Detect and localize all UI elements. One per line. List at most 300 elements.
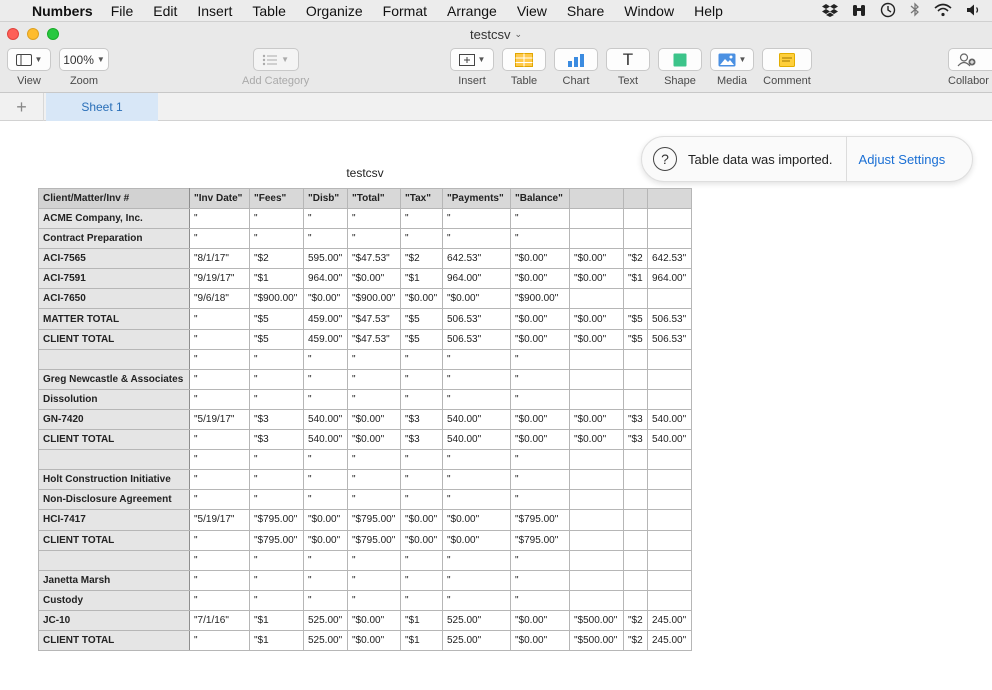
table-cell[interactable]: " [511, 570, 570, 590]
table-cell[interactable]: "$3 [401, 409, 443, 429]
table-cell[interactable] [570, 550, 624, 570]
table-cell[interactable]: " [401, 570, 443, 590]
table-cell[interactable]: "$0.00" [570, 409, 624, 429]
table-cell[interactable] [648, 349, 692, 369]
table-cell[interactable]: " [304, 570, 348, 590]
table-cell[interactable]: " [250, 550, 304, 570]
table-cell[interactable]: 642.53" [443, 249, 511, 269]
table-cell[interactable]: " [443, 209, 511, 229]
column-header[interactable]: "Balance" [511, 189, 570, 209]
table-cell[interactable]: 964.00" [443, 269, 511, 289]
column-header[interactable]: "Tax" [401, 189, 443, 209]
row-header-cell[interactable]: CLIENT TOTAL [39, 329, 190, 349]
table-cell[interactable]: " [511, 209, 570, 229]
table-cell[interactable]: "$0.00" [443, 530, 511, 550]
table-cell[interactable] [570, 570, 624, 590]
table-cell[interactable]: "$47.53" [348, 309, 401, 329]
table-cell[interactable]: 525.00" [443, 630, 511, 650]
table-cell[interactable]: 964.00" [648, 269, 692, 289]
table-cell[interactable]: " [190, 450, 250, 470]
table-cell[interactable]: " [304, 389, 348, 409]
row-header-cell[interactable]: ACI-7591 [39, 269, 190, 289]
volume-icon[interactable] [966, 3, 982, 20]
table-cell[interactable]: "$2 [624, 630, 648, 650]
table-cell[interactable]: "$0.00" [304, 510, 348, 530]
minimize-window-button[interactable] [27, 28, 39, 40]
column-header[interactable]: "Fees" [250, 189, 304, 209]
table-cell[interactable]: " [348, 349, 401, 369]
table-cell[interactable]: "$795.00" [348, 530, 401, 550]
collaborate-tool[interactable] [948, 48, 992, 87]
table-cell[interactable]: 540.00" [304, 409, 348, 429]
table-cell[interactable] [648, 590, 692, 610]
table-cell[interactable]: "$3 [624, 430, 648, 450]
table-cell[interactable]: 525.00" [304, 630, 348, 650]
table-cell[interactable]: "$1 [250, 630, 304, 650]
table-cell[interactable]: "$47.53" [348, 329, 401, 349]
table-cell[interactable]: " [511, 389, 570, 409]
table-cell[interactable]: "$3 [624, 409, 648, 429]
table-cell[interactable]: "$0.00" [511, 430, 570, 450]
table-cell[interactable]: "$47.53" [348, 249, 401, 269]
row-header-cell[interactable]: CLIENT TOTAL [39, 530, 190, 550]
table-cell[interactable] [648, 470, 692, 490]
menu-organize[interactable]: Organize [305, 2, 363, 19]
table-cell[interactable]: " [401, 450, 443, 470]
row-header-cell[interactable] [39, 550, 190, 570]
table-cell[interactable]: " [443, 570, 511, 590]
table-cell[interactable]: "$795.00" [250, 510, 304, 530]
table-cell[interactable]: " [190, 570, 250, 590]
table-cell[interactable]: " [348, 590, 401, 610]
table-cell[interactable]: "$0.00" [570, 269, 624, 289]
table-cell[interactable]: "$1 [250, 269, 304, 289]
table-cell[interactable]: 245.00" [648, 630, 692, 650]
row-header-cell[interactable]: ACI-7650 [39, 289, 190, 309]
insert-tool[interactable] [450, 48, 494, 87]
table-cell[interactable]: " [304, 229, 348, 249]
menu-insert[interactable]: Insert [197, 2, 233, 19]
table-cell[interactable]: "9/19/17" [190, 269, 250, 289]
table-cell[interactable]: "$0.00" [348, 630, 401, 650]
table-cell[interactable]: " [250, 470, 304, 490]
table-cell[interactable]: "$5 [401, 329, 443, 349]
table-cell[interactable] [624, 229, 648, 249]
table-cell[interactable]: " [190, 329, 250, 349]
adjust-settings-button[interactable]: Adjust Settings [858, 151, 946, 167]
table-cell[interactable]: " [511, 550, 570, 570]
menu-share[interactable]: Share [566, 2, 605, 19]
table-cell[interactable] [648, 530, 692, 550]
table-cell[interactable]: " [511, 349, 570, 369]
table-cell[interactable]: "$0.00" [348, 610, 401, 630]
table-cell[interactable]: "$5 [624, 309, 648, 329]
collaborate-button[interactable] [948, 48, 992, 71]
table-cell[interactable]: "$0.00" [443, 289, 511, 309]
table-cell[interactable] [648, 209, 692, 229]
table-cell[interactable]: " [348, 470, 401, 490]
row-header-cell[interactable]: Custody [39, 590, 190, 610]
chevron-down-icon[interactable]: ⌄ [514, 28, 522, 39]
table-cell[interactable]: "$2 [624, 610, 648, 630]
row-header-cell[interactable]: Dissolution [39, 389, 190, 409]
table-cell[interactable] [624, 369, 648, 389]
table-cell[interactable]: 964.00" [304, 269, 348, 289]
comment-tool[interactable] [762, 48, 812, 87]
table-cell[interactable] [570, 450, 624, 470]
table-cell[interactable]: "8/1/17" [190, 249, 250, 269]
table-cell[interactable]: 525.00" [443, 610, 511, 630]
table-cell[interactable]: "$795.00" [250, 530, 304, 550]
column-header[interactable] [648, 189, 692, 209]
table-cell[interactable]: 459.00" [304, 329, 348, 349]
table-cell[interactable]: " [348, 389, 401, 409]
table-cell[interactable] [570, 229, 624, 249]
table-cell[interactable]: "$0.00" [511, 610, 570, 630]
column-header[interactable] [624, 189, 648, 209]
table-cell[interactable]: " [401, 490, 443, 510]
table-cell[interactable]: " [190, 550, 250, 570]
table-cell[interactable]: 459.00" [304, 309, 348, 329]
row-header-cell[interactable]: Contract Preparation [39, 229, 190, 249]
table-cell[interactable]: 506.53" [648, 329, 692, 349]
table-cell[interactable]: "$3 [250, 409, 304, 429]
table-cell[interactable]: "$2 [401, 249, 443, 269]
data-table[interactable] [38, 188, 692, 651]
table-cell[interactable]: " [443, 349, 511, 369]
time-machine-icon[interactable] [880, 2, 896, 21]
table-cell[interactable]: "$0.00" [570, 430, 624, 450]
table-cell[interactable]: " [511, 470, 570, 490]
table-cell[interactable]: "$900.00" [348, 289, 401, 309]
table-cell[interactable]: " [304, 209, 348, 229]
table-cell[interactable]: "$0.00" [304, 289, 348, 309]
table-cell[interactable]: " [348, 369, 401, 389]
table-cell[interactable]: "$0.00" [401, 510, 443, 530]
add-category-tool[interactable] [242, 48, 309, 87]
row-header-cell[interactable]: Janetta Marsh [39, 570, 190, 590]
table-cell[interactable]: "$500.00" [570, 630, 624, 650]
table-cell[interactable]: "$5 [250, 329, 304, 349]
table-cell[interactable]: "$900.00" [250, 289, 304, 309]
table-cell[interactable] [648, 510, 692, 530]
table-cell[interactable]: " [250, 229, 304, 249]
table-cell[interactable] [570, 289, 624, 309]
row-header-cell[interactable]: ACME Company, Inc. [39, 209, 190, 229]
table-cell[interactable]: " [304, 550, 348, 570]
dropbox-icon[interactable] [822, 3, 838, 20]
row-header-cell[interactable] [39, 349, 190, 369]
table-cell[interactable] [624, 530, 648, 550]
row-header-cell[interactable]: CLIENT TOTAL [39, 430, 190, 450]
table-cell[interactable] [648, 490, 692, 510]
table-cell[interactable]: " [443, 369, 511, 389]
row-header-cell[interactable]: MATTER TOTAL [39, 309, 190, 329]
table-cell[interactable]: " [190, 630, 250, 650]
table-cell[interactable]: " [250, 389, 304, 409]
table-cell[interactable]: " [443, 490, 511, 510]
table-cell[interactable]: "$2 [624, 249, 648, 269]
table-cell[interactable]: "$0.00" [401, 530, 443, 550]
table-cell[interactable]: " [190, 470, 250, 490]
table-cell[interactable]: " [511, 369, 570, 389]
binoculars-icon[interactable] [852, 3, 866, 20]
table-cell[interactable]: "$0.00" [511, 309, 570, 329]
table-cell[interactable]: 540.00" [443, 409, 511, 429]
table-cell[interactable]: "$795.00" [511, 530, 570, 550]
table-cell[interactable]: "5/19/17" [190, 409, 250, 429]
table-cell[interactable] [570, 490, 624, 510]
table-cell[interactable]: "$0.00" [348, 269, 401, 289]
table-cell[interactable] [624, 209, 648, 229]
table-cell[interactable]: " [190, 530, 250, 550]
table-cell[interactable]: " [348, 490, 401, 510]
table-cell[interactable]: " [190, 389, 250, 409]
view-button[interactable] [7, 48, 51, 71]
chart-tool[interactable] [554, 48, 598, 87]
table-cell[interactable]: 245.00" [648, 610, 692, 630]
table-cell[interactable]: " [250, 450, 304, 470]
table-cell[interactable]: 595.00" [304, 249, 348, 269]
table-cell[interactable]: " [250, 209, 304, 229]
menu-help[interactable]: Help [694, 2, 723, 19]
table-cell[interactable] [570, 209, 624, 229]
table-cell[interactable]: " [348, 550, 401, 570]
table-cell[interactable]: "9/6/18" [190, 289, 250, 309]
table-cell[interactable]: "$0.00" [570, 309, 624, 329]
table-cell[interactable] [624, 450, 648, 470]
table-cell[interactable]: " [250, 349, 304, 369]
table-cell[interactable]: "$0.00" [570, 329, 624, 349]
table-cell[interactable] [570, 530, 624, 550]
table-cell[interactable] [624, 470, 648, 490]
table-cell[interactable] [624, 349, 648, 369]
table-cell[interactable]: "$0.00" [570, 249, 624, 269]
table-cell[interactable]: 525.00" [304, 610, 348, 630]
column-header[interactable] [570, 189, 624, 209]
table-cell[interactable]: " [401, 470, 443, 490]
sheet-canvas[interactable] [0, 121, 992, 690]
table-cell[interactable]: "$1 [250, 610, 304, 630]
table-cell[interactable]: 540.00" [648, 409, 692, 429]
table-cell[interactable] [648, 389, 692, 409]
add-category-button[interactable] [253, 48, 299, 71]
table-cell[interactable]: "$2 [250, 249, 304, 269]
table-cell[interactable] [648, 570, 692, 590]
table-cell[interactable]: "$1 [401, 610, 443, 630]
add-sheet-button[interactable] [0, 93, 44, 121]
column-header[interactable]: "Disb" [304, 189, 348, 209]
table-cell[interactable] [648, 550, 692, 570]
table-cell[interactable]: " [348, 209, 401, 229]
table-cell[interactable] [624, 550, 648, 570]
tab-sheet-1[interactable]: Sheet 1 [46, 93, 158, 121]
table-cell[interactable] [624, 570, 648, 590]
table-cell[interactable]: " [443, 389, 511, 409]
menu-arrange[interactable]: Arrange [447, 2, 497, 19]
table-cell[interactable]: " [511, 490, 570, 510]
table-cell[interactable]: " [190, 309, 250, 329]
table-cell[interactable]: 540.00" [304, 430, 348, 450]
table-cell[interactable]: " [401, 590, 443, 610]
app-menu[interactable]: Numbers [32, 2, 93, 19]
table-cell[interactable]: " [401, 229, 443, 249]
table-cell[interactable]: " [190, 209, 250, 229]
table-cell[interactable]: " [304, 450, 348, 470]
media-button[interactable] [710, 48, 754, 71]
table-cell[interactable]: " [443, 470, 511, 490]
table-cell[interactable]: " [304, 349, 348, 369]
column-header[interactable]: "Total" [348, 189, 401, 209]
row-header-cell[interactable]: GN-7420 [39, 409, 190, 429]
table-cell[interactable]: "$0.00" [511, 630, 570, 650]
menu-view[interactable]: View [516, 2, 547, 19]
table-cell[interactable]: 506.53" [443, 329, 511, 349]
table-cell[interactable] [624, 510, 648, 530]
table-cell[interactable] [570, 369, 624, 389]
table-cell[interactable]: "7/1/16" [190, 610, 250, 630]
media-tool[interactable] [710, 48, 754, 87]
table-cell[interactable]: "$0.00" [348, 409, 401, 429]
table-cell[interactable]: "5/19/17" [190, 510, 250, 530]
table-cell[interactable]: " [443, 229, 511, 249]
row-header-cell[interactable]: Non-Disclosure Agreement [39, 490, 190, 510]
table-cell[interactable]: "$795.00" [511, 510, 570, 530]
table-cell[interactable]: "$900.00" [511, 289, 570, 309]
table-cell[interactable] [570, 349, 624, 369]
table-cell[interactable]: " [190, 369, 250, 389]
table-tool[interactable] [502, 48, 546, 87]
table-cell[interactable]: 506.53" [443, 309, 511, 329]
table-cell[interactable]: " [511, 229, 570, 249]
table-cell[interactable]: "$795.00" [348, 510, 401, 530]
table-cell[interactable] [570, 389, 624, 409]
table-cell[interactable]: "$1 [624, 269, 648, 289]
shape-tool[interactable] [658, 48, 702, 87]
table-cell[interactable]: " [401, 389, 443, 409]
table-cell[interactable]: " [348, 450, 401, 470]
comment-button[interactable] [762, 48, 812, 71]
zoom-tool[interactable] [59, 48, 109, 87]
table-cell[interactable]: " [190, 490, 250, 510]
table-title[interactable]: testcsv [346, 166, 384, 180]
table-cell[interactable] [570, 510, 624, 530]
table-cell[interactable]: "$3 [250, 430, 304, 450]
table-cell[interactable]: "$3 [401, 430, 443, 450]
table-cell[interactable]: " [190, 349, 250, 369]
table-cell[interactable] [648, 289, 692, 309]
table-cell[interactable]: " [250, 490, 304, 510]
table-cell[interactable] [624, 490, 648, 510]
table-cell[interactable]: "$0.00" [304, 530, 348, 550]
table-cell[interactable]: " [348, 229, 401, 249]
menu-window[interactable]: Window [624, 2, 675, 19]
table-cell[interactable]: " [511, 450, 570, 470]
zoom-window-button[interactable] [47, 28, 59, 40]
row-header-cell[interactable]: CLIENT TOTAL [39, 630, 190, 650]
insert-button[interactable] [450, 48, 494, 71]
window-title[interactable]: testcsv [469, 26, 511, 42]
table-cell[interactable]: "$0.00" [511, 269, 570, 289]
menu-format[interactable]: Format [382, 2, 428, 19]
table-cell[interactable] [624, 590, 648, 610]
text-button[interactable] [606, 48, 650, 71]
table-cell[interactable]: 506.53" [648, 309, 692, 329]
table-button[interactable] [502, 48, 546, 71]
table-cell[interactable] [648, 450, 692, 470]
table-cell[interactable]: " [250, 369, 304, 389]
zoom-select[interactable] [59, 48, 109, 71]
view-tool[interactable] [7, 48, 51, 87]
table-cell[interactable]: "$1 [401, 269, 443, 289]
table-cell[interactable]: " [401, 349, 443, 369]
table-cell[interactable]: " [190, 430, 250, 450]
table-cell[interactable]: 540.00" [443, 430, 511, 450]
table-cell[interactable]: " [401, 550, 443, 570]
table-cell[interactable] [570, 470, 624, 490]
table-cell[interactable]: " [304, 490, 348, 510]
table-cell[interactable]: "$0.00" [348, 430, 401, 450]
row-header-cell[interactable]: Greg Newcastle & Associates [39, 369, 190, 389]
table-cell[interactable]: "$500.00" [570, 610, 624, 630]
table-cell[interactable] [624, 389, 648, 409]
table-cell[interactable]: " [190, 229, 250, 249]
row-header-cell[interactable]: ACI-7565 [39, 249, 190, 269]
table-cell[interactable]: "$0.00" [401, 289, 443, 309]
table-cell[interactable]: "$1 [401, 630, 443, 650]
table-cell[interactable]: " [304, 590, 348, 610]
table-cell[interactable]: " [190, 590, 250, 610]
row-header-cell[interactable]: JC-10 [39, 610, 190, 630]
chart-button[interactable] [554, 48, 598, 71]
table-cell[interactable]: "$5 [250, 309, 304, 329]
table-cell[interactable]: 540.00" [648, 430, 692, 450]
wifi-icon[interactable] [934, 3, 952, 20]
table-cell[interactable]: " [443, 450, 511, 470]
table-cell[interactable] [624, 289, 648, 309]
table-cell[interactable]: " [348, 570, 401, 590]
table-cell[interactable]: " [250, 570, 304, 590]
text-tool[interactable] [606, 48, 650, 87]
menu-edit[interactable]: Edit [153, 2, 178, 19]
table-cell[interactable]: " [304, 369, 348, 389]
table-cell[interactable]: " [250, 590, 304, 610]
table-cell[interactable]: "$0.00" [511, 249, 570, 269]
table-cell[interactable]: " [401, 369, 443, 389]
table-cell[interactable]: "$0.00" [511, 409, 570, 429]
column-header[interactable]: "Payments" [443, 189, 511, 209]
row-header-cell[interactable]: HCI-7417 [39, 510, 190, 530]
table-cell[interactable] [648, 229, 692, 249]
shape-button[interactable] [658, 48, 702, 71]
row-header-cell[interactable]: Holt Construction Initiative [39, 470, 190, 490]
table-cell[interactable]: "$5 [401, 309, 443, 329]
column-header[interactable]: "Inv Date" [190, 189, 250, 209]
menu-file[interactable]: File [110, 2, 134, 19]
table-cell[interactable]: 642.53" [648, 249, 692, 269]
close-window-button[interactable] [7, 28, 19, 40]
table-cell[interactable]: "$0.00" [443, 510, 511, 530]
table-cell[interactable]: " [443, 590, 511, 610]
menu-table[interactable]: Table [252, 2, 286, 19]
table-cell[interactable]: " [401, 209, 443, 229]
table-cell[interactable]: "$5 [624, 329, 648, 349]
table-cell[interactable]: "$0.00" [511, 329, 570, 349]
bluetooth-icon[interactable] [910, 2, 920, 20]
table-cell[interactable]: " [443, 550, 511, 570]
column-header[interactable]: Client/Matter/Inv # [39, 189, 190, 209]
table-cell[interactable] [648, 369, 692, 389]
